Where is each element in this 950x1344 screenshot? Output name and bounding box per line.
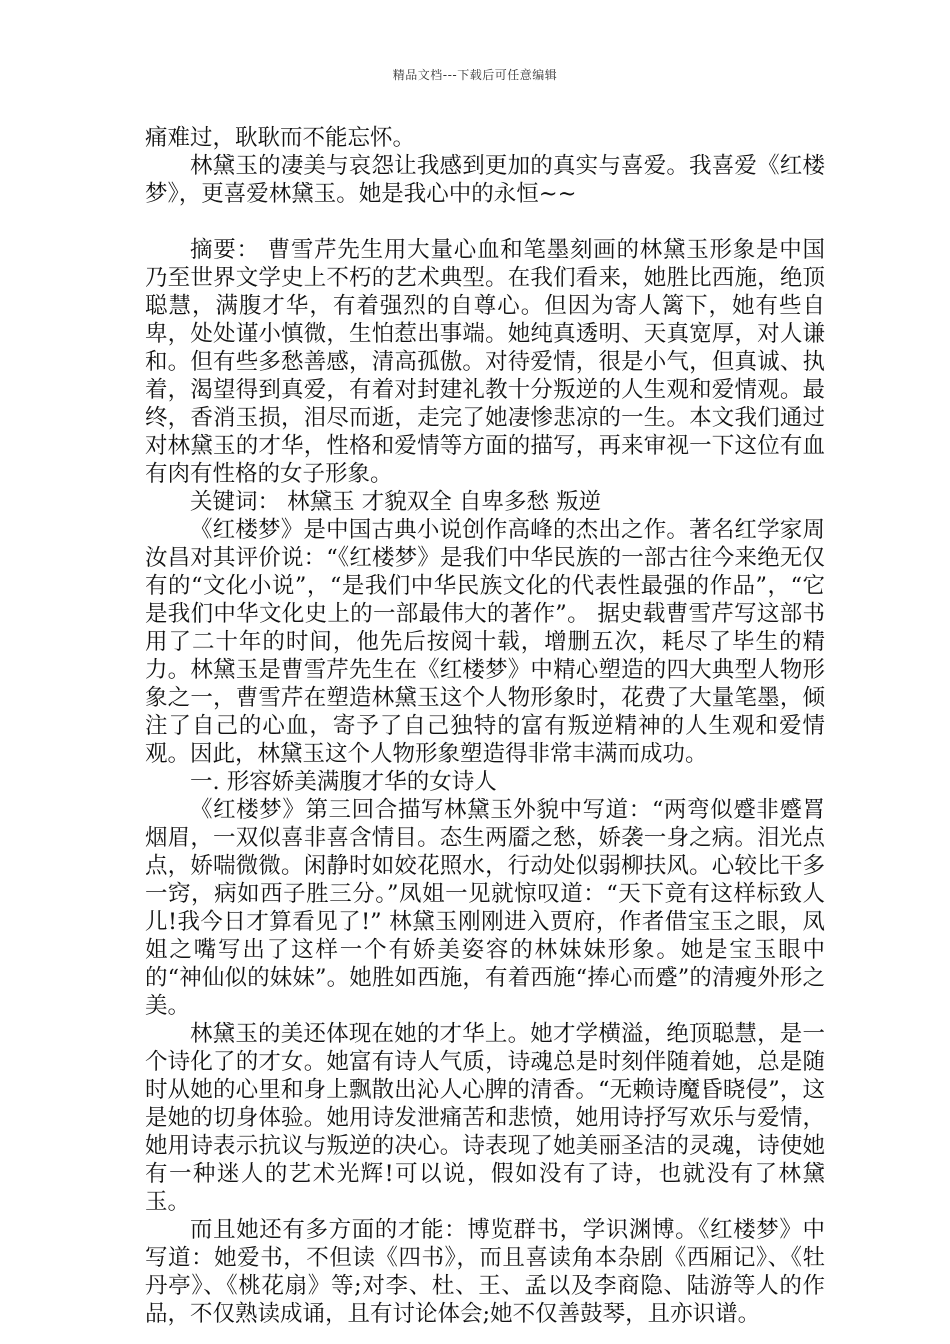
paragraph-closing: 林黛玉的凄美与哀怨让我感到更加的真实与喜爱。我喜爱《红楼梦》，更喜爱林黛玉。她是我心中的永恒~~ (145, 153, 825, 207)
blank-line (145, 208, 825, 236)
paragraph-keywords: 关键词： 林黛玉 才貌双全 自卑多愁 叛逆 (190, 489, 602, 515)
paragraph-continuation: 痛难过，耿耿而不能忘怀。 (145, 125, 416, 151)
section-heading: 一. 形容娇美满腹才华的女诗人 (190, 769, 497, 795)
paragraph-abilities: 而且她还有多方面的才能：博览群书，学识渊博。《红楼梦》中写道：她爱书，不但读《四书》，而且喜读角本杂剧《西厢记》、《牡丹亭》、《桃花扇》等;对李、杜、王、孟以及李商隐、陆游等人的作品，不仅熟读成诵，且有讨论体会;她不仅善鼓琴，且亦识谱。 (145, 1217, 825, 1327)
paragraph-appearance: 《红楼梦》第三回合描写林黛玉外貌中写道：“两弯似蹙非蹙罥烟眉，一双似喜非喜含情目。态生两靥之愁，娇袭一身之病。泪光点点，娇喘微微。闲静时如姣花照水，行动处似弱柳扶风。心较比干多一窍，病如西子胜三分。”凤姐一见就惊叹道：“天下竟有这样标致人儿!我今日才算看见了!” 林黛玉刚刚进入贾府，作者借宝玉之眼，凤姐之嘴写出了这样一个有娇美姿容的林妹妹形象。她是宝玉眼中的“神仙似的妹妹”。她胜如西施，有着西施“捧心而蹙”的清瘦外形之美。 (145, 797, 825, 1019)
paragraph-intro: 《红楼梦》是中国古典小说创作高峰的杰出之作。著名红学家周汝昌对其评价说：“《红楼梦》是我们中华民族的一部古往今来绝无仅有的“文化小说”，“是我们中华民族文化的代表性最强的作品”，“它是我们中华文化史上的一部最伟大的著作”。 据史载曹雪芹写这部书用了二十年的时间，他先后按阅十载，增删五次，耗尽了毕生的精力。林黛玉是曹雪芹先生在《红楼梦》中精心塑造的四大典型人物形象之一，曹雪芹在塑造林黛玉这个人物形象时，花费了大量笔墨，倾注了自己的心血，寄予了自己独特的富有叛逆精神的人生观和爱情观。因此，林黛玉这个人物形象塑造得非常丰满而成功。 (145, 517, 825, 767)
paragraph-abstract: 摘要： 曹雪芹先生用大量心血和笔墨刻画的林黛玉形象是中国乃至世界文学史上不朽的艺术典型。在我们看来，她胜比西施，绝顶聪慧，满腹才华，有着强烈的自尊心。但因为寄人篱下，她有些自卑，处处谨小慎微，生怕惹出事端。她纯真透明、天真宽厚，对人谦和。但有些多愁善感，清高孤傲。对待爱情，很是小气，但真诚、执着，渴望得到真爱，有着对封建礼教十分叛逆的人生观和爱情观。最终，香消玉损，泪尽而逝，走完了她凄惨悲凉的一生。本文我们通过对林黛玉的才华，性格和爱情等方面的描写，再来审视一下这位有血有肉有性格的女子形象。 (145, 237, 825, 487)
document-body (145, 124, 825, 1328)
paragraph-talent: 林黛玉的美还体现在她的才华上。她才学横溢，绝顶聪慧，是一个诗化了的才女。她富有诗人气质，诗魂总是时刻伴随着她，总是随时从她的心里和身上飘散出沁人心脾的清香。“无赖诗魔昏晓侵”，这是她的切身体验。她用诗发泄痛苦和悲愤，她用诗抒写欢乐与爱情，她用诗表示抗议与叛逆的决心。诗表现了她美丽圣洁的灵魂，诗使她有一种迷人的艺术光辉!可以说，假如没有了诗，也就没有了林黛玉。 (145, 1021, 825, 1215)
page-header: 精品文档---下载后可任意编辑 (392, 68, 558, 82)
